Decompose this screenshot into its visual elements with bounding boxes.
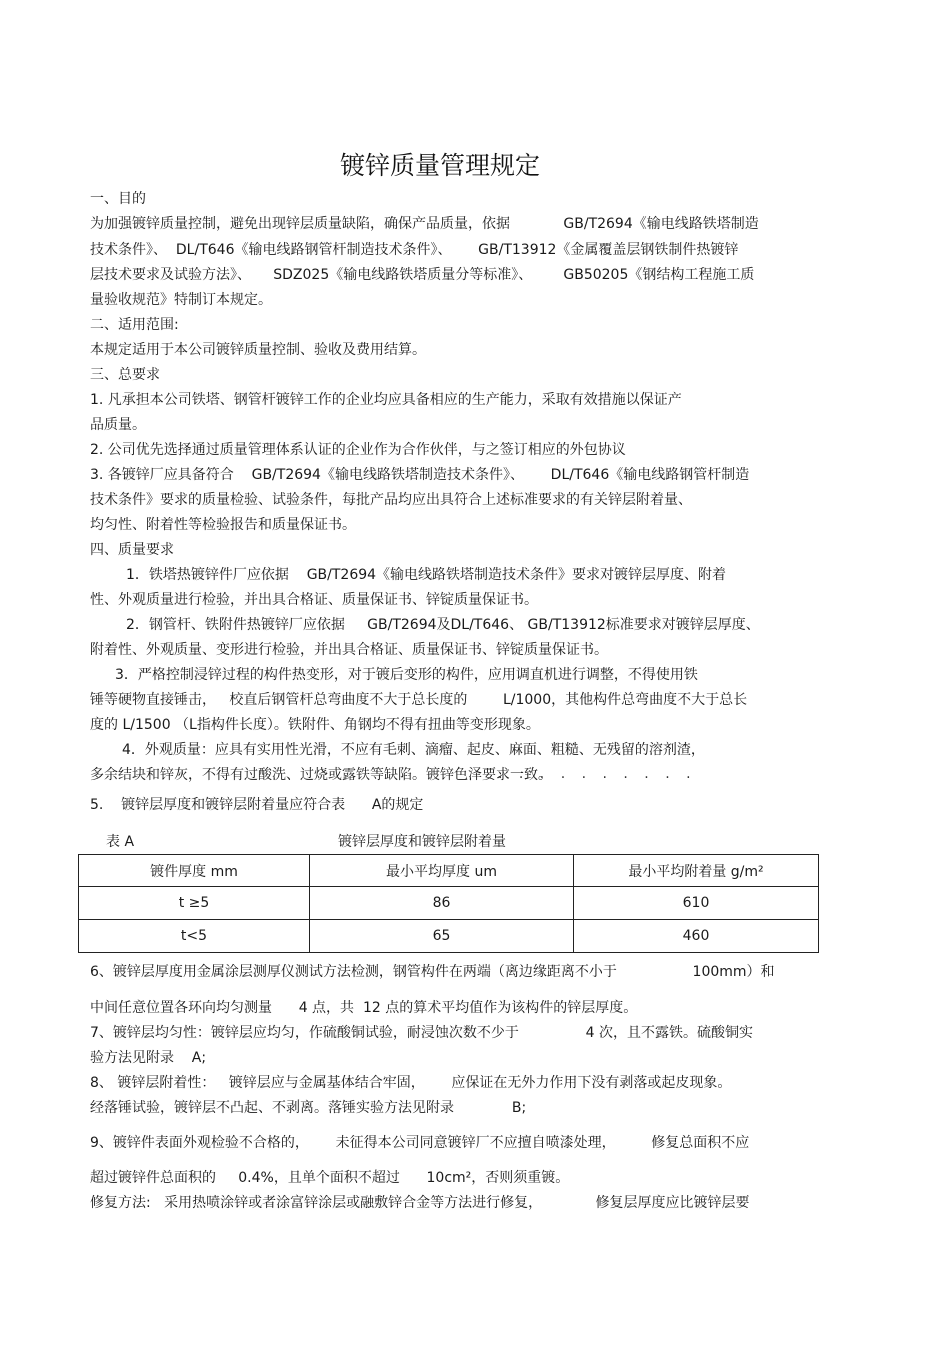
table-cell: 610 (574, 887, 819, 920)
text-line: 3. 各镀锌厂应具备符合 GB/T2694《输电线路铁塔制造技术条件》、 DL/T646《输电线路钢管杆制造 (90, 467, 750, 483)
text-line: 多余结块和锌灰，不得有过酸洗、过烧或露铁等缺陷。镀锌色泽要求一致。 (90, 767, 552, 783)
text-line: 层技术要求及试验方法》、 SDZ025《输电线路铁塔质量分等标准》、 GB50205《钢结构工程施工质 (90, 267, 755, 283)
text-line: 四、质量要求 (90, 542, 174, 558)
table-cell: 460 (574, 920, 819, 953)
text-line: 超过镀锌件总面积的 0.4%，且单个面积不超过 10cm²，否则须重镀。 (90, 1170, 570, 1186)
table-row (79, 920, 819, 953)
zinc-coating-table (78, 854, 819, 953)
dotted-mark: · · · · · · · · · · (498, 770, 697, 786)
text-line: 2．钢管杆、铁附件热镀锌厂应依据 GB/T2694及DL/T646、 GB/T13912标准要求对镀锌层厚度、 (126, 617, 760, 633)
text-line: 量验收规范》特制订本规定。 (90, 292, 272, 308)
text-line: 9、镀锌件表面外观检验不合格的， 未征得本公司同意镀锌厂不应擅自喷漆处理， 修复总面积不应 (90, 1135, 750, 1151)
table-cell: 86 (310, 887, 574, 920)
text-line: 7、镀锌层均匀性：镀锌层应均匀，作硫酸铜试验，耐浸蚀次数不少于 4 次，且不露铁。硫酸铜实 (90, 1025, 754, 1041)
text-line: 表 A (106, 834, 135, 850)
text-line: 1. 凡承担本公司铁塔、钢管杆镀锌工作的企业均应具备相应的生产能力，采取有效措施以保证产 (90, 392, 682, 408)
table-header-cell: 最小平均附着量 g/m² (574, 855, 819, 887)
text-line: 度的 L/1500 （L指构件长度）。铁附件、角钢均不得有扭曲等变形现象。 (90, 717, 540, 733)
text-line: 验方法见附录 A; (90, 1050, 207, 1066)
text-line: 品质量。 (90, 417, 146, 433)
text-line: 附着性、外观质量、变形进行检验，并出具合格证、质量保证书、锌锭质量保证书。 (90, 642, 608, 658)
text-line: 经落锤试验，镀锌层不凸起、不剥离。落锤实验方法见附录 B; (90, 1100, 527, 1116)
text-line: 2. 公司优先选择通过质量管理体系认证的企业作为合作伙伴，与之签订相应的外包协议 (90, 442, 626, 458)
text-line: 6、镀锌层厚度用金属涂层测厚仪测试方法检测，钢管构件在两端（离边缘距离不小于 100mm）和 (90, 964, 775, 980)
text-line: 一、目的 (90, 191, 146, 207)
text-line: 5. 镀锌层厚度和镀锌层附着量应符合表 A的规定 (90, 797, 424, 813)
text-line: 锤等硬物直接锤击， 校直后钢管杆总弯曲度不大于总长度的 L/1000，其他构件总弯曲度不大于总长 (90, 692, 748, 708)
text-line: 二、适用范围: (90, 317, 179, 333)
text-line: 镀锌层厚度和镀锌层附着量 (338, 834, 506, 850)
text-line: 技术条件》、 DL/T646《输电线路钢管杆制造技术条件》、 GB/T13912《金属覆盖层钢铁制件热镀锌 (90, 242, 739, 258)
text-line: 为加强镀锌质量控制，避免出现锌层质量缺陷，确保产品质量，依据 GB/T2694《输电线路铁塔制造 (90, 216, 759, 232)
table-row (79, 887, 819, 920)
table-cell: 65 (310, 920, 574, 953)
table-cell: t ≥5 (79, 887, 310, 920)
document-title: 镀锌质量管理规定 (339, 151, 540, 180)
table-header-row (79, 855, 819, 887)
text-line: 中间任意位置各环向均匀测量 4 点，共 12 点的算术平均值作为该构件的锌层厚度。 (90, 1000, 638, 1016)
text-line: 技术条件》要求的质量检验、试验条件，每批产品均应出具符合上述标准要求的有关锌层附着量、 (90, 492, 692, 508)
text-line: 4．外观质量：应具有实用性光滑，不应有毛刺、滴瘤、起皮、麻面、粗糙、无残留的溶剂渣， (122, 742, 705, 758)
table-cell: t<5 (79, 920, 310, 953)
text-line: 均匀性、附着性等检验报告和质量保证书。 (90, 517, 356, 533)
table-header-cell: 最小平均厚度 um (310, 855, 574, 887)
text-line: 修复方法: 采用热喷涂锌或者涂富锌涂层或融敷锌合金等方法进行修复， 修复层厚度应比镀锌层要 (90, 1195, 750, 1211)
text-line: 1．铁塔热镀锌件厂应依据 GB/T2694《输电线路铁塔制造技术条件》要求对镀锌层厚度、附着 (126, 567, 727, 583)
text-line: 本规定适用于本公司镀锌质量控制、验收及费用结算。 (90, 342, 426, 358)
text-line: 3．严格控制浸锌过程的构件热变形，对于镀后变形的构件，应用调直机进行调整，不得使用铁 (115, 667, 698, 683)
text-line: 性、外观质量进行检验，并出具合格证、质量保证书、锌锭质量保证书。 (90, 592, 538, 608)
text-line: 三、总要求 (90, 367, 160, 383)
text-line: 8、 镀锌层附着性： 镀锌层应与金属基体结合牢固， 应保证在无外力作用下没有剥落或起皮现象。 (90, 1075, 732, 1091)
table-header-cell: 镀件厚度 mm (79, 855, 310, 887)
